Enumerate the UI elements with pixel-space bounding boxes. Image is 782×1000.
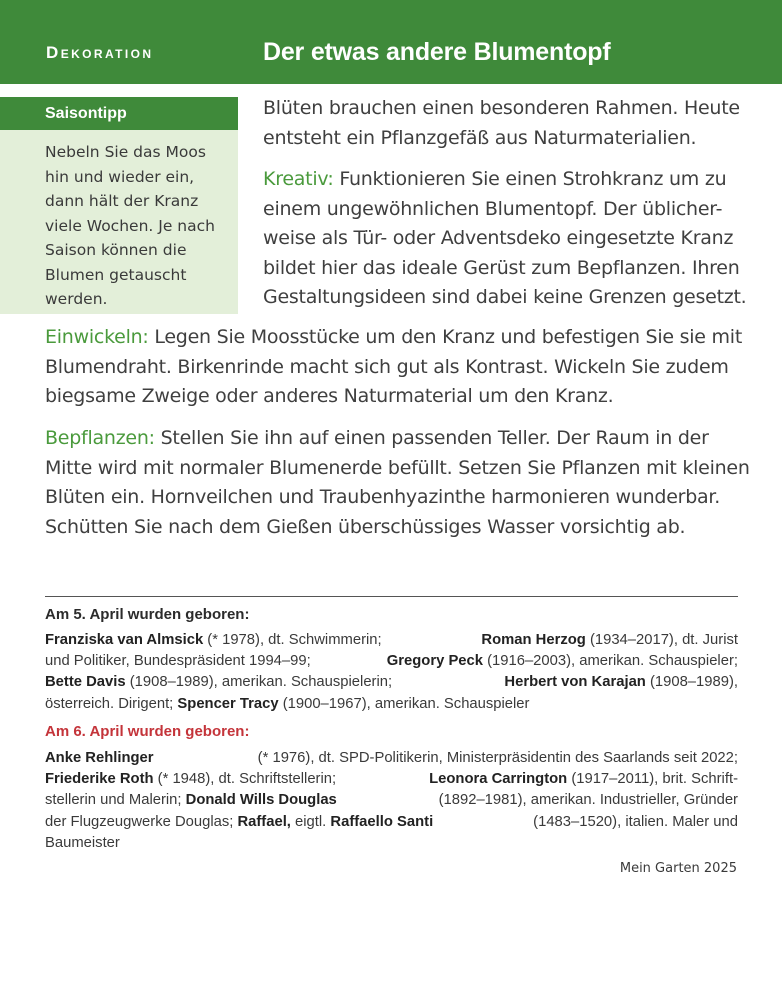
season-tip-title: Saisontipp bbox=[45, 105, 127, 122]
birth-detail: stellerin und Malerin; bbox=[45, 792, 186, 809]
person-name: Raffaello Santi bbox=[330, 813, 434, 830]
einwickeln-line: Blumendraht. Birkenrinde macht sich gut als Kontrast. Wickeln Sie zudem bbox=[45, 355, 729, 378]
birth-detail: (1908–1989), bbox=[645, 674, 738, 691]
birth-detail: (* 1948), dt. Schriftstellerin; bbox=[153, 771, 341, 788]
person-name: Anke Rehlinger bbox=[45, 750, 154, 766]
person-name: Leonora Carrington bbox=[429, 771, 568, 788]
birth-line bbox=[45, 790, 738, 811]
birthdays-april5-heading: Am 5. April wurden geboren: bbox=[45, 606, 250, 623]
birth-line bbox=[45, 672, 738, 693]
birth-line-seg bbox=[481, 630, 738, 651]
person-name: Bette Davis bbox=[45, 674, 126, 691]
birthdays-april6-heading: Am 6. April wurden geboren: bbox=[45, 723, 250, 740]
kreativ-line: Gestaltungsideen sind dabei keine Grenzen gesetzt. bbox=[263, 286, 747, 308]
birth-line bbox=[45, 769, 738, 790]
tip-line: werden. bbox=[45, 290, 108, 308]
person-name: Herbert von Karajan bbox=[504, 674, 646, 691]
bepflanzen-line: Mitte wird mit normaler Blumenerde befüllt. Setzen Sie Pflanzen mit kleinen bbox=[45, 456, 750, 479]
birth-detail: und Politiker, Bundespräsident 1994–99; bbox=[45, 653, 315, 670]
birth-detail: (1908–1989), amerikan. Schauspielerin; bbox=[125, 674, 397, 691]
bepflanzen-line: Blüten ein. Hornveilchen und Traubenhyazinthe harmonieren wunderbar. bbox=[45, 486, 721, 508]
person-name: Spencer Tracy bbox=[177, 695, 279, 712]
header-bar bbox=[0, 0, 782, 84]
divider bbox=[45, 596, 738, 597]
person-name: Franziska van Almsick bbox=[45, 632, 204, 648]
page-title: Der etwas andere Blumentopf bbox=[263, 38, 611, 66]
tip-line: viele Wochen. Je nach bbox=[45, 216, 215, 235]
birth-line bbox=[45, 651, 738, 672]
birth-detail: (* 1976), dt. SPD-Politikerin, Ministerpräsidentin des Saarlands seit 2022; bbox=[253, 750, 738, 766]
birthdays-april6-text bbox=[45, 748, 738, 854]
birth-detail: der Flugzeugwerke Douglas; bbox=[45, 813, 238, 830]
birth-line-seg bbox=[45, 672, 396, 693]
bepflanzen-paragraph bbox=[45, 424, 750, 542]
birth-detail: Baumeister bbox=[45, 834, 120, 851]
bepflanzen-first-text: Stellen Sie ihn auf einen passenden Teller. Der Raum in der bbox=[154, 427, 709, 449]
kreativ-line: bildet hier das ideale Gerüst zum Bepflanzen. Ihren bbox=[263, 256, 740, 279]
birth-line-seg bbox=[45, 630, 386, 651]
birth-detail: österreich. Dirigent; bbox=[45, 695, 178, 712]
intro-line: Blüten brauchen einen besonderen Rahmen. Heute bbox=[263, 97, 740, 119]
birth-line bbox=[45, 694, 738, 715]
season-tip-header bbox=[0, 97, 238, 130]
bepflanzen-line: Schütten Sie nach dem Gießen überschüssiges Wasser vorsichtig ab. bbox=[45, 515, 686, 538]
intro-paragraph bbox=[263, 94, 740, 153]
kreativ-line: weise als Tür- oder Adventsdeko eingesetzte Kranz bbox=[263, 227, 734, 249]
birth-detail: (1483–1520), italien. Maler und bbox=[529, 813, 738, 830]
einwickeln-line: biegsame Zweige oder anderes Naturmaterial um den Kranz. bbox=[45, 385, 614, 407]
birth-detail: (1916–2003), amerikan. Schauspieler; bbox=[483, 653, 738, 670]
einwickeln-first-text: Legen Sie Moosstücke um den Kranz und befestigen Sie sie mit bbox=[148, 326, 743, 348]
person-name: Roman Herzog bbox=[481, 632, 586, 648]
birth-detail: eigtl. bbox=[290, 813, 331, 830]
person-name: Gregory Peck bbox=[386, 653, 483, 670]
tip-line: hin und wieder ein, bbox=[45, 167, 195, 186]
season-tip-box bbox=[0, 97, 238, 314]
tip-line: Blumen getauscht bbox=[45, 265, 187, 284]
section-label: Dekoration bbox=[46, 43, 154, 62]
birth-line-seg bbox=[45, 790, 337, 811]
tip-line: dann hält der Kranz bbox=[45, 192, 199, 210]
einwickeln-paragraph bbox=[45, 323, 742, 412]
birth-detail: (1900–1967), amerikan. Schauspieler bbox=[278, 695, 530, 712]
kreativ-line: einem ungewöhnlichen Blumentopf. Der üblicher- bbox=[263, 197, 723, 220]
birth-detail: (1917–2011), brit. Schrift- bbox=[567, 771, 738, 788]
bepflanzen-first-line bbox=[45, 424, 750, 454]
birth-line-seg bbox=[45, 769, 340, 790]
einwickeln-keyword: Einwickeln: bbox=[45, 326, 149, 348]
person-name: Raffael, bbox=[237, 813, 291, 830]
birth-detail: (1934–2017), dt. Jurist bbox=[585, 632, 738, 648]
birth-line-seg bbox=[504, 672, 738, 693]
birth-detail: (* 1978), dt. Schwimmerin; bbox=[203, 632, 386, 648]
kreativ-first-line bbox=[263, 165, 746, 195]
birth-line-seg bbox=[429, 769, 738, 790]
footer-credit: Mein Garten 2025 bbox=[619, 861, 737, 876]
person-name: Donald Wills Douglas bbox=[185, 792, 337, 809]
intro-line: entsteht ein Pflanzgefäß aus Naturmaterialien. bbox=[263, 126, 697, 149]
person-name: Friederike Roth bbox=[45, 771, 154, 788]
birthdays-april5-text bbox=[45, 630, 738, 715]
birth-line bbox=[45, 812, 738, 833]
kreativ-keyword: Kreativ: bbox=[263, 168, 334, 190]
kreativ-first-text: Funktionieren Sie einen Strohkranz um zu bbox=[333, 168, 727, 190]
einwickeln-first-line bbox=[45, 323, 742, 353]
birth-line bbox=[45, 748, 738, 769]
birth-line bbox=[45, 833, 738, 854]
birth-detail: (1892–1981), amerikan. Industrieller, Gründer bbox=[434, 792, 738, 809]
bepflanzen-keyword: Bepflanzen: bbox=[45, 427, 155, 449]
birth-line-seg bbox=[45, 812, 433, 833]
season-tip-text bbox=[45, 140, 235, 312]
tip-line: Nebeln Sie das Moos bbox=[45, 143, 206, 161]
birth-line-seg bbox=[387, 651, 738, 672]
birth-line bbox=[45, 630, 738, 651]
tip-line: Saison können die bbox=[45, 241, 187, 259]
kreativ-paragraph bbox=[263, 165, 746, 313]
